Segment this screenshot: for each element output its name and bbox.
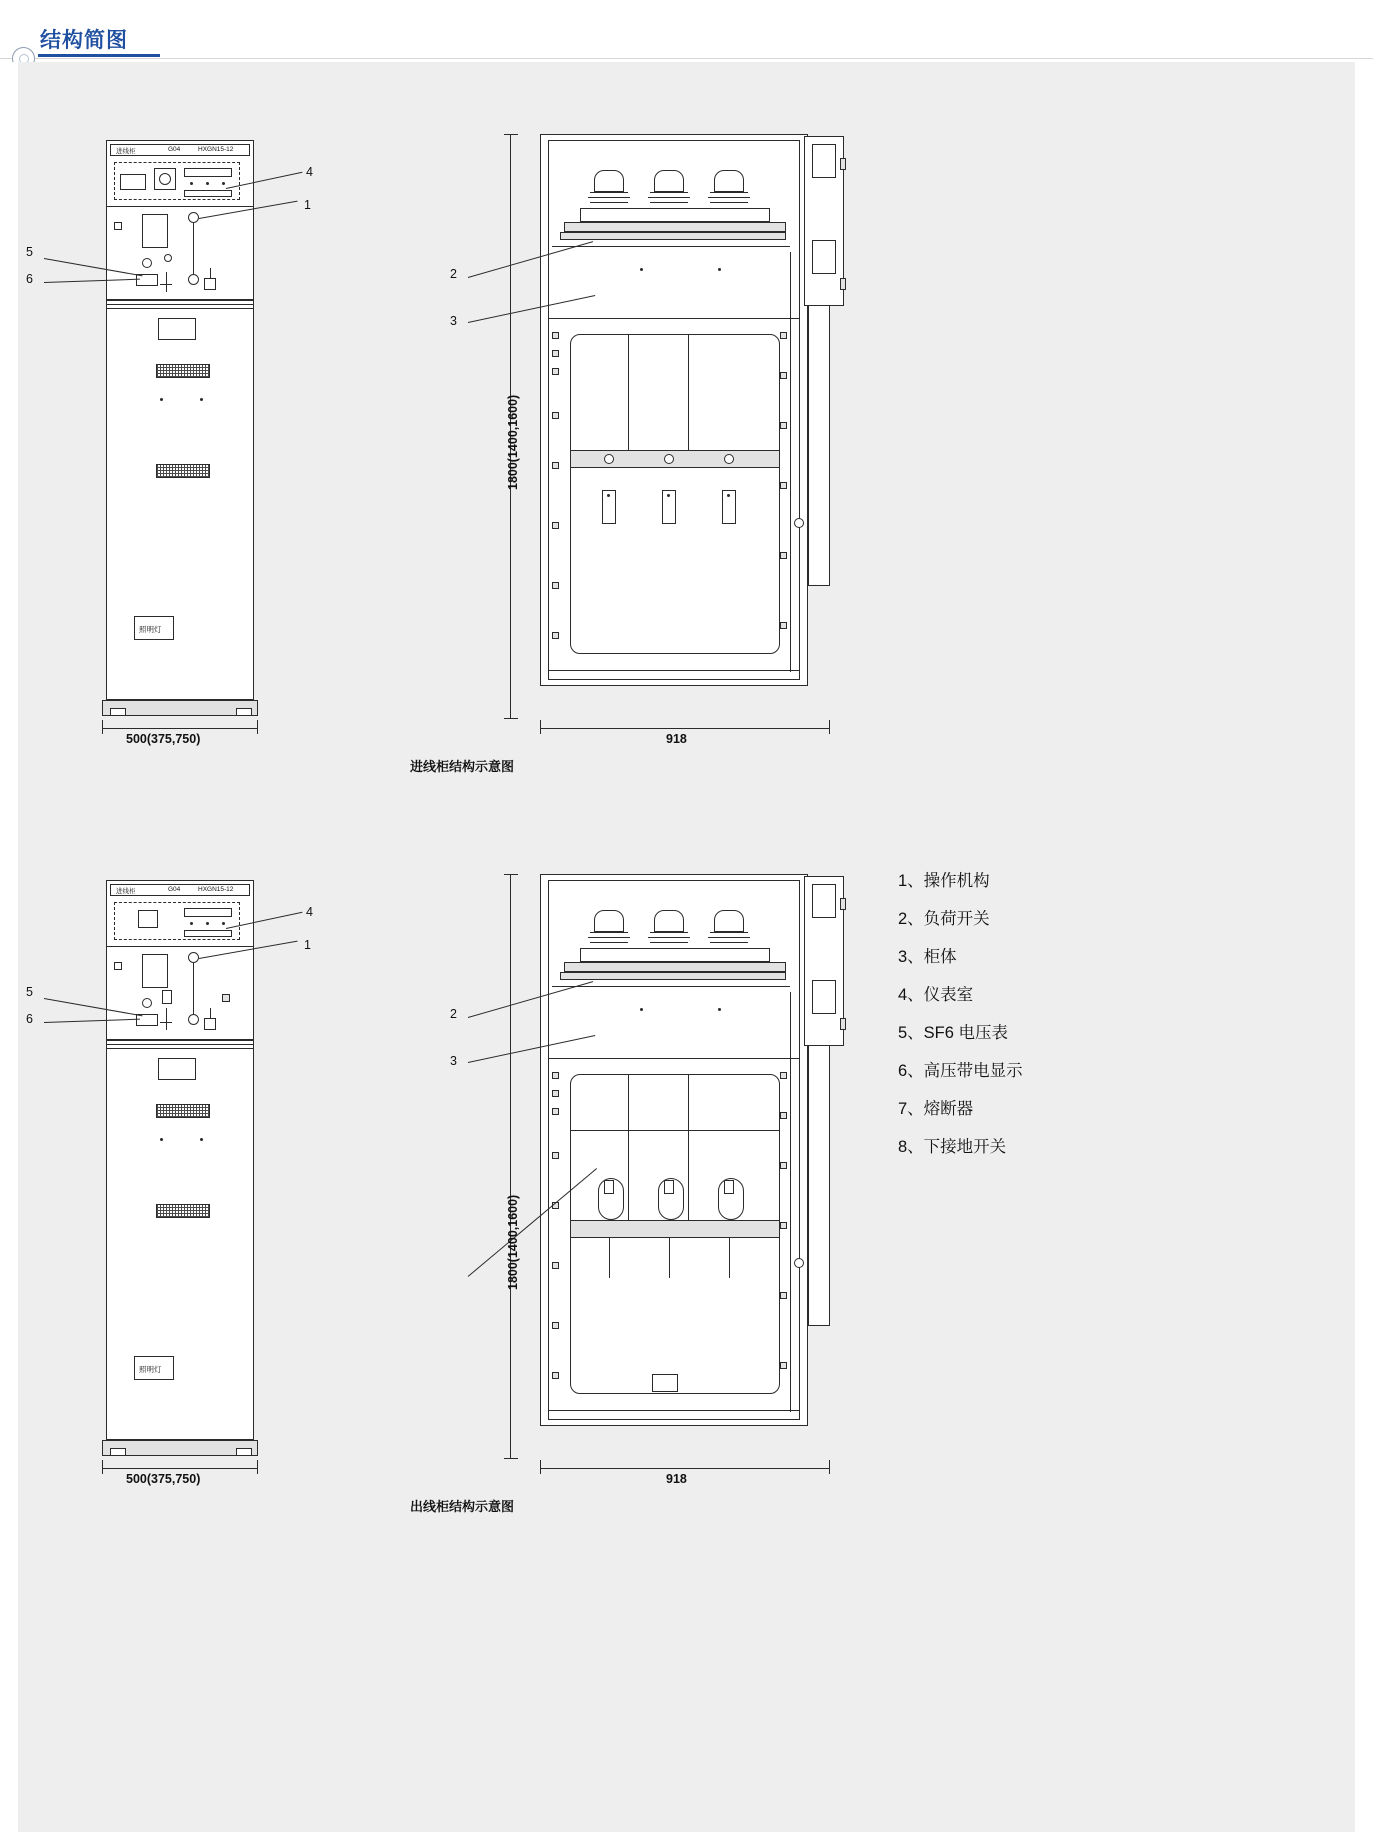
bushing-1-fin (590, 202, 628, 203)
legend-item-7: 7、熔断器 (898, 1100, 974, 1118)
nameplate-left-text: 进线柜 (116, 148, 136, 155)
frame-rivet (552, 462, 559, 469)
nameplate-middle-text: G04 (168, 886, 181, 893)
height-dim-tick-top (504, 874, 518, 875)
panel-dot (640, 268, 643, 271)
cable-divider-2 (688, 334, 689, 454)
width-dim-line (102, 728, 258, 729)
panel-dot (718, 268, 721, 271)
terminal-dot (222, 182, 225, 185)
base-foot-right (236, 708, 252, 716)
ventilation-grille-lower (156, 1204, 210, 1218)
terminal-dot (190, 922, 193, 925)
bushing-1-fin (588, 937, 630, 938)
mechanism-hub-icon (188, 952, 199, 963)
bushing-1-fin (588, 197, 630, 198)
side-door-window-2 (812, 980, 836, 1014)
side-door-window-1 (812, 884, 836, 918)
terminal-dot (206, 922, 209, 925)
panel-divider-2b (106, 304, 254, 305)
lamp-label-text: 照明灯 (139, 625, 162, 634)
legend-item-8: 8、下接地开关 (898, 1138, 1007, 1156)
panel-divider-2 (106, 1040, 254, 1041)
lower-crossbar (570, 450, 780, 468)
terminal-row-2 (184, 190, 232, 197)
side-door-hinge (840, 158, 846, 170)
bushing-2 (654, 170, 684, 192)
fuse-upper-rail (570, 1130, 780, 1131)
earth-switch-box (204, 1018, 216, 1030)
fuse-cap-1 (604, 1180, 614, 1194)
frame-rivet (780, 372, 787, 379)
earth-lead (166, 272, 167, 292)
inner-right-panel (790, 252, 791, 672)
title-underline (38, 54, 160, 57)
nameplate-left-text: 进线柜 (116, 888, 136, 895)
callout-6: 6 (26, 272, 33, 286)
frame-rivet (552, 1372, 559, 1379)
side-width-dimension: 918 (666, 732, 687, 746)
fuse-cap-3 (724, 1180, 734, 1194)
fuse-divider-1 (628, 1074, 629, 1222)
bushing-1-fin (590, 942, 628, 943)
page-header (0, 0, 1373, 62)
bushing-1-fin (590, 932, 628, 933)
earth-symbol-stem (210, 1008, 211, 1018)
earth-lead (166, 1008, 167, 1030)
mechanism-lower-hub-icon (188, 1014, 199, 1025)
callout-3: 3 (450, 1054, 457, 1068)
cable-divider-1 (628, 334, 629, 454)
terminal-row-1 (184, 168, 232, 177)
bushing-3-fin (710, 192, 748, 193)
side-height-dimension: 1800(1400,1600) (506, 1194, 520, 1290)
legend-item-4: 4、仪表室 (898, 986, 974, 1004)
frame-rivet (552, 1262, 559, 1269)
margin-left (0, 62, 18, 1848)
bushing-3-fin (710, 942, 748, 943)
door-dot (200, 398, 203, 401)
bushing-2-fin (650, 942, 688, 943)
figure-incoming-cabinet (18, 62, 1355, 782)
frame-rivet (780, 1112, 787, 1119)
callout-2: 2 (450, 267, 457, 281)
door-dot (200, 1138, 203, 1141)
callout-3: 3 (450, 314, 457, 328)
fuse-stem-2 (669, 1238, 670, 1278)
busbar-plate-1 (564, 222, 786, 232)
margin-bottom (0, 1832, 1373, 1848)
side-door-hinge (840, 1018, 846, 1030)
meter-window (138, 910, 158, 928)
ammeter-dial-icon (159, 173, 171, 185)
callout-5: 5 (26, 245, 33, 259)
height-dim-tick-top (504, 134, 518, 135)
frame-rivet (780, 1222, 787, 1229)
switch-body (580, 948, 770, 962)
operating-panel (106, 946, 254, 1040)
callout-5: 5 (26, 985, 33, 999)
base-foot-left (110, 1448, 126, 1456)
indicator-icon (164, 254, 172, 262)
height-dim-tick-bottom (504, 1458, 518, 1459)
panel-dot (640, 1008, 643, 1011)
mechanism-hub-icon (188, 212, 199, 223)
door-dot (160, 398, 163, 401)
height-dim-line (510, 874, 511, 1458)
earth-bar (160, 284, 172, 285)
bushing-2 (654, 910, 684, 932)
mechanism-shaft (193, 963, 194, 1015)
terminal-dot (222, 922, 225, 925)
legend-item-2: 2、负荷开关 (898, 910, 990, 928)
height-dim-tick-bottom (504, 718, 518, 719)
figure-2-caption: 出线柜结构示意图 (410, 1499, 515, 1514)
sf6-gauge-icon (142, 258, 152, 268)
bottom-frame-line (548, 670, 800, 671)
legend-item-3: 3、柜体 (898, 948, 957, 966)
width-dim-tick-right (257, 1460, 258, 1474)
fuse-crossbar (570, 1220, 780, 1238)
operating-panel (106, 206, 254, 300)
frame-rivet (552, 350, 559, 357)
switch-body (580, 208, 770, 222)
legend-item-5: 5、SF6 电压表 (898, 1024, 1009, 1042)
callout-6: 6 (26, 1012, 33, 1026)
width-dim-line (102, 1468, 258, 1469)
nameplate-right-text: HXGN15-12 (198, 886, 234, 893)
frame-rivet (552, 412, 559, 419)
frame-rivet (780, 1072, 787, 1079)
bottom-frame-line (548, 1410, 800, 1411)
door-label-plate (158, 1058, 196, 1080)
bushing-3-fin (708, 197, 750, 198)
terminal-hole-2 (664, 454, 674, 464)
margin-right (1355, 62, 1373, 1848)
bushing-3-fin (710, 202, 748, 203)
indicator-block (222, 994, 230, 1002)
frame-rivet (552, 1322, 559, 1329)
ventilation-grille-upper (156, 364, 210, 378)
width-dim-tick-left (102, 1460, 103, 1474)
door-label-plate (158, 318, 196, 340)
panel-divider-2 (106, 300, 254, 301)
frame-rivet (780, 1162, 787, 1169)
ventilation-grille-lower (156, 464, 210, 478)
frame-rivet (780, 622, 787, 629)
front-width-dimension: 500(375,750) (126, 732, 201, 746)
frame-rivet (780, 422, 787, 429)
bushing-3-fin (708, 937, 750, 938)
frame-rivet (552, 1090, 559, 1097)
busbar-plate-1 (564, 962, 786, 972)
lug-dot (607, 494, 610, 497)
busbar-edge (552, 986, 790, 987)
busbar-plate-2 (560, 972, 786, 980)
bushing-2-fin (650, 192, 688, 193)
drawing-canvas (18, 62, 1355, 1832)
legend-item-1: 1、操作机构 (898, 872, 990, 890)
bushing-2-fin (648, 937, 690, 938)
callout-4: 4 (306, 905, 313, 919)
side-height-dimension: 1800(1400,1600) (506, 394, 520, 490)
frame-rivet (780, 1362, 787, 1369)
frame-rivet (780, 1292, 787, 1299)
frame-rivet (552, 332, 559, 339)
base-foot-right (236, 1448, 252, 1456)
handle-socket (142, 214, 168, 248)
legend-list (898, 862, 1218, 1166)
terminal-row-2 (184, 930, 232, 937)
frame-rivet (780, 332, 787, 339)
frame-rivet (552, 368, 559, 375)
compartment-separator (548, 318, 800, 319)
side-width-tick-right (829, 720, 830, 734)
mechanism-shaft (193, 223, 194, 275)
legend-item-6: 6、高压带电显示 (898, 1062, 1023, 1080)
terminal-hole-1 (604, 454, 614, 464)
callout-1: 1 (304, 938, 311, 952)
bushing-3-fin (710, 932, 748, 933)
frame-rivet (552, 632, 559, 639)
side-width-dimension: 918 (666, 1472, 687, 1486)
bushing-1 (594, 910, 624, 932)
callout-2: 2 (450, 1007, 457, 1021)
ventilation-grille-upper (156, 1104, 210, 1118)
nameplate-middle-text: G04 (168, 146, 181, 153)
side-width-tick-left (540, 720, 541, 734)
side-door-hinge (840, 278, 846, 290)
width-dim-tick-left (102, 720, 103, 734)
frame-rivet (552, 582, 559, 589)
mechanism-lower-hub-icon (188, 274, 199, 285)
front-width-dimension: 500(375,750) (126, 1472, 201, 1486)
bushing-3 (714, 910, 744, 932)
earth-switch-box (204, 278, 216, 290)
lamp-label-text: 照明灯 (139, 1365, 162, 1374)
compartment-separator (548, 1058, 800, 1059)
side-door-window-1 (812, 144, 836, 178)
page-title: 结构简图 (40, 29, 128, 52)
width-dim-tick-right (257, 720, 258, 734)
bushing-2-fin (650, 932, 688, 933)
sf6-gauge-icon (142, 998, 152, 1008)
fuse-indicator-box (162, 990, 172, 1004)
fuse-stem-1 (609, 1238, 610, 1278)
lug-dot (727, 494, 730, 497)
frame-rivet (552, 1108, 559, 1115)
side-width-tick-right (829, 1460, 830, 1474)
frame-rivet (780, 552, 787, 559)
panel-dot (718, 1008, 721, 1011)
nameplate-right-text: HXGN15-12 (198, 146, 234, 153)
base-foot-left (110, 708, 126, 716)
lug-dot (667, 494, 670, 497)
panel-divider-2b (106, 1044, 254, 1045)
callout-1: 1 (304, 198, 311, 212)
access-hole (794, 1258, 804, 1268)
busbar-plate-2 (560, 232, 786, 240)
bushing-2-fin (650, 202, 688, 203)
bottom-access-box (652, 1374, 678, 1392)
frame-rivet (780, 482, 787, 489)
frame-rivet (552, 522, 559, 529)
terminal-dot (190, 182, 193, 185)
terminal-hole-3 (724, 454, 734, 464)
terminal-row-1 (184, 908, 232, 917)
frame-rivet (552, 1072, 559, 1079)
bushing-3 (714, 170, 744, 192)
fuse-stem-3 (729, 1238, 730, 1278)
frame-rivet (552, 1152, 559, 1159)
inner-right-panel (790, 992, 791, 1412)
side-width-tick-left (540, 1460, 541, 1474)
side-door-hinge (840, 898, 846, 910)
bushing-2-fin (648, 197, 690, 198)
header-divider (0, 58, 1373, 59)
side-width-dim-line (540, 728, 830, 729)
small-square-left (114, 962, 122, 970)
meter-window (120, 174, 146, 190)
bushing-1 (594, 170, 624, 192)
figure-1-caption: 进线柜结构示意图 (410, 759, 515, 774)
handle-socket (142, 954, 168, 988)
small-square-left (114, 222, 122, 230)
fuse-cap-2 (664, 1180, 674, 1194)
access-hole (794, 518, 804, 528)
side-door-window-2 (812, 240, 836, 274)
busbar-edge (552, 246, 790, 247)
side-width-dim-line (540, 1468, 830, 1469)
fuse-divider-2 (688, 1074, 689, 1222)
terminal-dot (206, 182, 209, 185)
earth-symbol-stem (210, 268, 211, 278)
bushing-1-fin (590, 192, 628, 193)
callout-4: 4 (306, 165, 313, 179)
earth-bar (160, 1022, 172, 1023)
door-dot (160, 1138, 163, 1141)
